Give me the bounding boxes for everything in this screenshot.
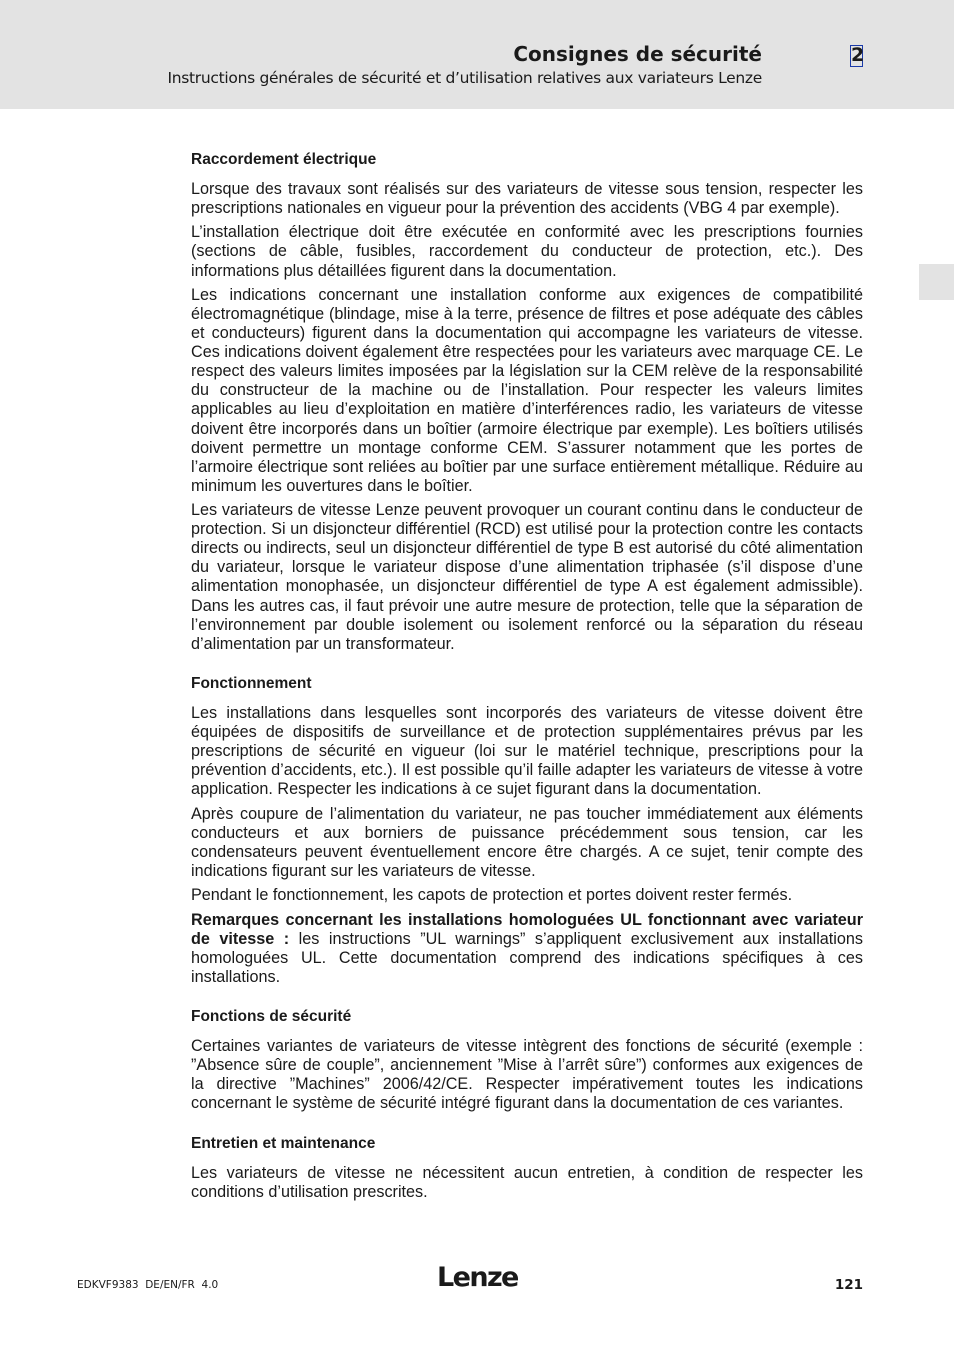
section-fonctions-securite [191, 1007, 863, 1113]
section-heading: Fonctionnement [191, 675, 312, 692]
paragraph: Les variateurs de vitesse ne nécessitent aucun entretien, à condition de respecter les conditions d’utilisation prescrites. [191, 1163, 863, 1201]
paragraph: Pendant le fonctionnement, les capots de protection et portes doivent rester fermés. [191, 886, 793, 905]
paragraph: Les indications concernant une installation conforme aux exigences de compatibilité électromagnétique (blindage, mise à la terre, présence de filtres et pose adéquate des câbles et conducteurs) figurent dans la documentation qui accompagne les variateurs de vitesse. Ces indications doivent également être respectées pour les variateurs avec marquage CE. Le respect des valeurs limites imposées par la législation sur la CEM relève de la responsabilité du constructeur de la machine ou de l’installation. Pour respecter les valeurs limites applicables au lieu d’exploitation en matière d’interférences radio, les variateurs de vitesse doivent être incorporés dans un boîtier (armoire électrique par exemple). Les boîtiers utilisés doivent permettre un montage conforme CEM. S’assurer notamment que les portes de l’armoire électrique sont reliées au boîtier par une surface entièrement métallique. Réduire au minimum les ouvertures dans le boîtier. [191, 285, 863, 495]
paragraph: Certaines variantes de variateurs de vitesse intègrent des fonctions de sécurité (exemple : ”Absence sûre de couple”, anciennement ”Mise à l’arrêt sûre”) conformes aux exigences de la directive ”Machines” 2006/42/CE. Respecter impérativement toutes les indications concernant le système de sécurité intégré figurant dans la documentation de ces variantes. [191, 1037, 863, 1113]
page-title: Consignes de sécurité [513, 42, 762, 66]
section-entretien [191, 1134, 863, 1202]
paragraph: Les installations dans lesquelles sont incorporés des variateurs de vitesse doivent être équipées de dispositifs de surveillance et de protection supplémentaires prévus par les prescriptions de sécurité en vigueur (loi sur le matériel technique, prescriptions pour la prévention d’accidents, etc.). Il est possible qu’il faille adapter les variateurs de vitesse à votre application. Respecter les indications à ce sujet figurant dans la documentation. [191, 704, 863, 799]
section-heading: Entretien et maintenance [191, 1134, 376, 1152]
section-fonctionnement [191, 674, 863, 987]
ul-note-lead: Remarques concernant les installations homologuées UL fonctionnant avec variateur de vitesse : [191, 910, 863, 948]
lenze-logo: Lenze [437, 1262, 518, 1293]
page-number: 121 [834, 1277, 863, 1293]
header-band [0, 0, 954, 109]
main-content [191, 150, 863, 1207]
chapter-side-tab [919, 264, 954, 300]
section-heading: Fonctions de sécurité [191, 1008, 352, 1026]
paragraph: Les variateurs de vitesse Lenze peuvent provoquer un courant continu dans le conducteur de protection. Si un disjoncteur différentiel (RCD) est utilisé pour la protection contre les contacts directs ou indirects, seul un disjoncteur différentiel de type B est autorisé du côté alimentation du variateur, lorsque le variateur dispose d’une alimentation triphasée (s’il dispose d’une alimentation monophasée, un disjoncteur différentiel de type A est également admissible). Dans les autres cas, il faut prévoir une autre mesure de protection, telle que la séparation de l’environnement par double isolement ou isolement renforcé ou la séparation du réseau d’alimentation par un transformateur. [191, 501, 863, 653]
page-subtitle: Instructions générales de sécurité et d’utilisation relatives aux variateurs Lenze [167, 69, 762, 87]
paragraph: Lorsque des travaux sont réalisés sur des variateurs de vitesse sous tension, respecter les prescriptions nationales en vigueur pour la prévention des accidents (VBG 4 par exemple). [191, 180, 863, 218]
document-id: EDKVF9383 DE/EN/FR 4.0 [77, 1279, 219, 1291]
ul-note-text: les instructions ”UL warnings” s’appliquent exclusivement aux installations homologuées UL. Cette documentation comprend des indications spécifiques à ces installations. [191, 929, 863, 986]
ul-note-paragraph [191, 911, 863, 987]
section-heading: Raccordement électrique [191, 151, 377, 168]
chapter-number-link[interactable]: 2 [851, 44, 865, 66]
section-raccordement [191, 150, 863, 654]
paragraph: Après coupure de l’alimentation du variateur, ne pas toucher immédiatement aux éléments conducteurs et aux borniers de puissance précédemment sous tension, car les condensateurs peuvent éventuellement encore être chargés. A ce sujet, tenir compte des indications figurant sur les variateurs de vitesse. [191, 804, 863, 880]
paragraph: L’installation électrique doit être exécutée en conformité avec les prescriptions fournies (sections de câble, fusibles, raccordement du conducteur de protection, etc.). Des informations plus détaillées figurent dans la documentation. [191, 223, 863, 280]
